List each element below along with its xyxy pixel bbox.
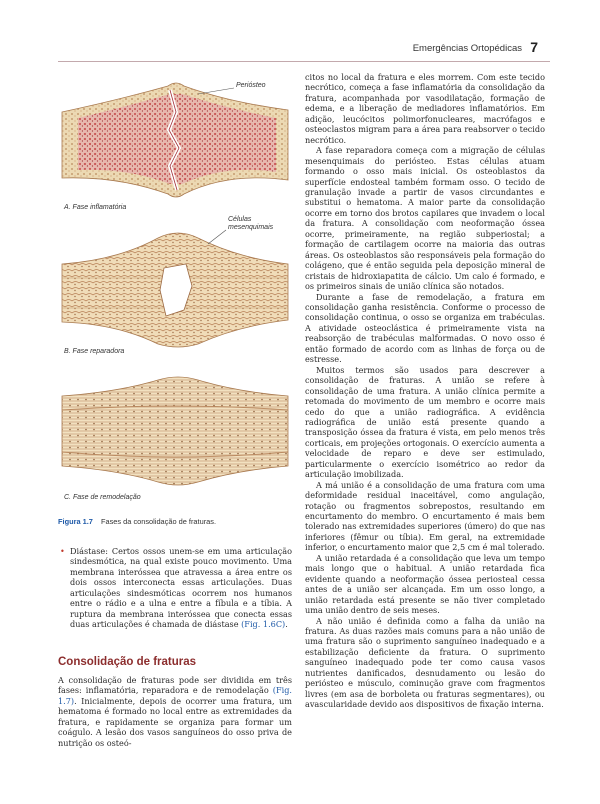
right-column-text — [305, 72, 545, 710]
bullet-dot-icon: • — [60, 546, 65, 556]
page-header — [0, 36, 600, 58]
panel-reparative — [58, 216, 292, 366]
remodeling-phase-illustration — [58, 366, 292, 490]
page-number: 7 — [530, 39, 538, 55]
bullet-paragraph: • Diástase: Certos ossos unem-se em uma articulação sindesmótica, na qual existe pouco movimento. Uma membrana interóssea que atravessa a área entre os dois ossos interconecta essas articulações. Duas articulações sindesmóticas ocorrem nos humanos entre o rádio e a ulna e entre a fíbula e a tíbia. A ruptura da membrana interóssea que conecta essas duas articulações é chamada de diástase (Fig. 1.6C). — [60, 546, 292, 630]
inflammatory-phase-illustration — [58, 72, 292, 202]
section-body — [58, 675, 292, 748]
panel-c-label: C. Fase de remodelação — [64, 494, 141, 501]
reparative-phase-illustration — [58, 220, 292, 350]
mesenchymal-leader-line — [208, 230, 226, 244]
paragraph-1: citos no local da fratura e eles morrem. Com este tecido necrótico, começa a fase inflamatória da consolidação da fratura, acompanhada por vasodilatação, formação de edema, e a liberação de mediadores inflamatórios. Em adição, leucócitos polimorfonucleares, macrófagos e osteoclastos migram para a área para reabsorver o tecido necrótico. — [305, 72, 545, 145]
panel-b-label: B. Fase reparadora — [64, 348, 125, 355]
header-rule — [58, 61, 550, 62]
diastase-bullet — [58, 546, 292, 630]
paragraph-6: A união retardada é a consolidação que leva um tempo mais longo que o habitual. A união retardada fica evidente quando a neoformação óssea periosteal cessa antes de a união ser alcançada. Em um osso longo, a união retardada está presente se não tiver completado uma união dentro de seis meses. — [305, 552, 545, 616]
paragraph-5: A má união é a consolidação de uma fratura com uma deformidade residual inaceitável, como angulação, rotação ou fragmentos sobrepostos, resultando em encurtamento do membro. O encurtamento é mais bem tolerado nas extremidades superiores (úmero) do que nas inferiores (fêmur ou tíbia). Em geral, na extremidade inferior, o encurtamento maior que 2,5 cm é mal tolerado. — [305, 479, 545, 553]
mesenchymal-cells-label: Células mesenquimais — [228, 216, 274, 231]
panel-remodeling — [58, 366, 292, 516]
figure-caption-text: Fases da consolidação de fraturas. — [100, 517, 217, 526]
periosteum-label: Periósteo — [236, 82, 266, 89]
periosteum-leader-line — [198, 88, 234, 94]
paragraph-7: A não união é definida como a falha da união na fratura. As duas razões mais comuns para a não união de uma fratura são o suprimento sanguíneo inadequado e a estabilização deficiente da fratura. O suprimento sanguíneo inadequado pode ter como causa vasos nutrientes danificados, desnudamento ou lesão do periósteo e músculo, cominução grave com fragmentos livres (em asa de borboleta ou fraturas segmentares), ou avascularidade devido aos dispositivos de fixação interna. — [305, 615, 545, 710]
chapter-title: Emergências Ortopédicas — [412, 43, 522, 54]
panel-a-label: A. Fase inflamatória — [64, 204, 127, 211]
section-paragraph: A consolidação de fraturas pode ser dividida em três fases: inflamatória, reparadora e de remodelação (Fig. 1.7). Inicialmente, depois de ocorrer uma fratura, um hematoma é formado no local entre as extremidades da fratura, e rapidamente se organiza para formar um coágulo. A lesão dos vasos sanguíneos do osso priva de nutrição os osteó- — [58, 675, 292, 748]
figure-number: Figura 1.7 — [58, 517, 93, 526]
paragraph-2: A fase reparadora começa com a migração de células mesenquimais do periósteo. Estas células atuam formando o osso mais inicial. Os osteoblastos da superfície endosteal também formam osso. O tecido de granulação invade a partir de vasos circundantes e substitui o hematoma. A maior parte da consolidação ocorre em torno dos brotos capilares que invadem o local da fratura. A consolidação com neoformação óssea ocorre, primeiramente, na região subperiostal; a formação de cartilagem ocorre na maioria das outras áreas. Os osteoblastos são responsáveis pela formação do colágeno, que é então seguida pela deposição mineral de cristais de hidroxiapatita de cálcio. Um calo é formado, e os primeiros sinais de união clínica são notados. — [305, 145, 545, 292]
paragraph-3: Durante a fase de remodelação, a fratura em consolidação ganha resistência. Conforme o processo de consolidação continua, o osso se organiza em trabéculas. A atividade osteoclástica é primeiramente vista na reabsorção de trabéculas malformadas. O novo osso é então formado de acordo com as linhas de força ou de estresse. — [305, 291, 545, 365]
section-heading: Consolidação de fraturas — [58, 656, 197, 668]
figure-caption — [58, 517, 292, 526]
panel-inflammatory — [58, 72, 292, 220]
figure-1-7-link[interactable]: (Fig. 1.7) — [58, 685, 292, 706]
figure-1-7 — [58, 72, 292, 516]
paragraph-4: Muitos termos são usados para descrever a consolidação de fraturas. A união se refere à consolidação de uma fratura. A união clínica permite a retomada do movimento de um membro e ocorre mais cedo do que a união radiográfica. A evidência radiográfica de união está presente quando a transposição óssea da fratura é vista, em pelo menos três corticais, em projeções ortogonais. O exercício aumenta a velocidade de reparo e deve ser estimulado, particularmente o exercício isométrico ao redor da articulação imobilizada. — [305, 364, 545, 480]
figure-1-6c-link[interactable]: (Fig. 1.6C) — [241, 619, 286, 630]
